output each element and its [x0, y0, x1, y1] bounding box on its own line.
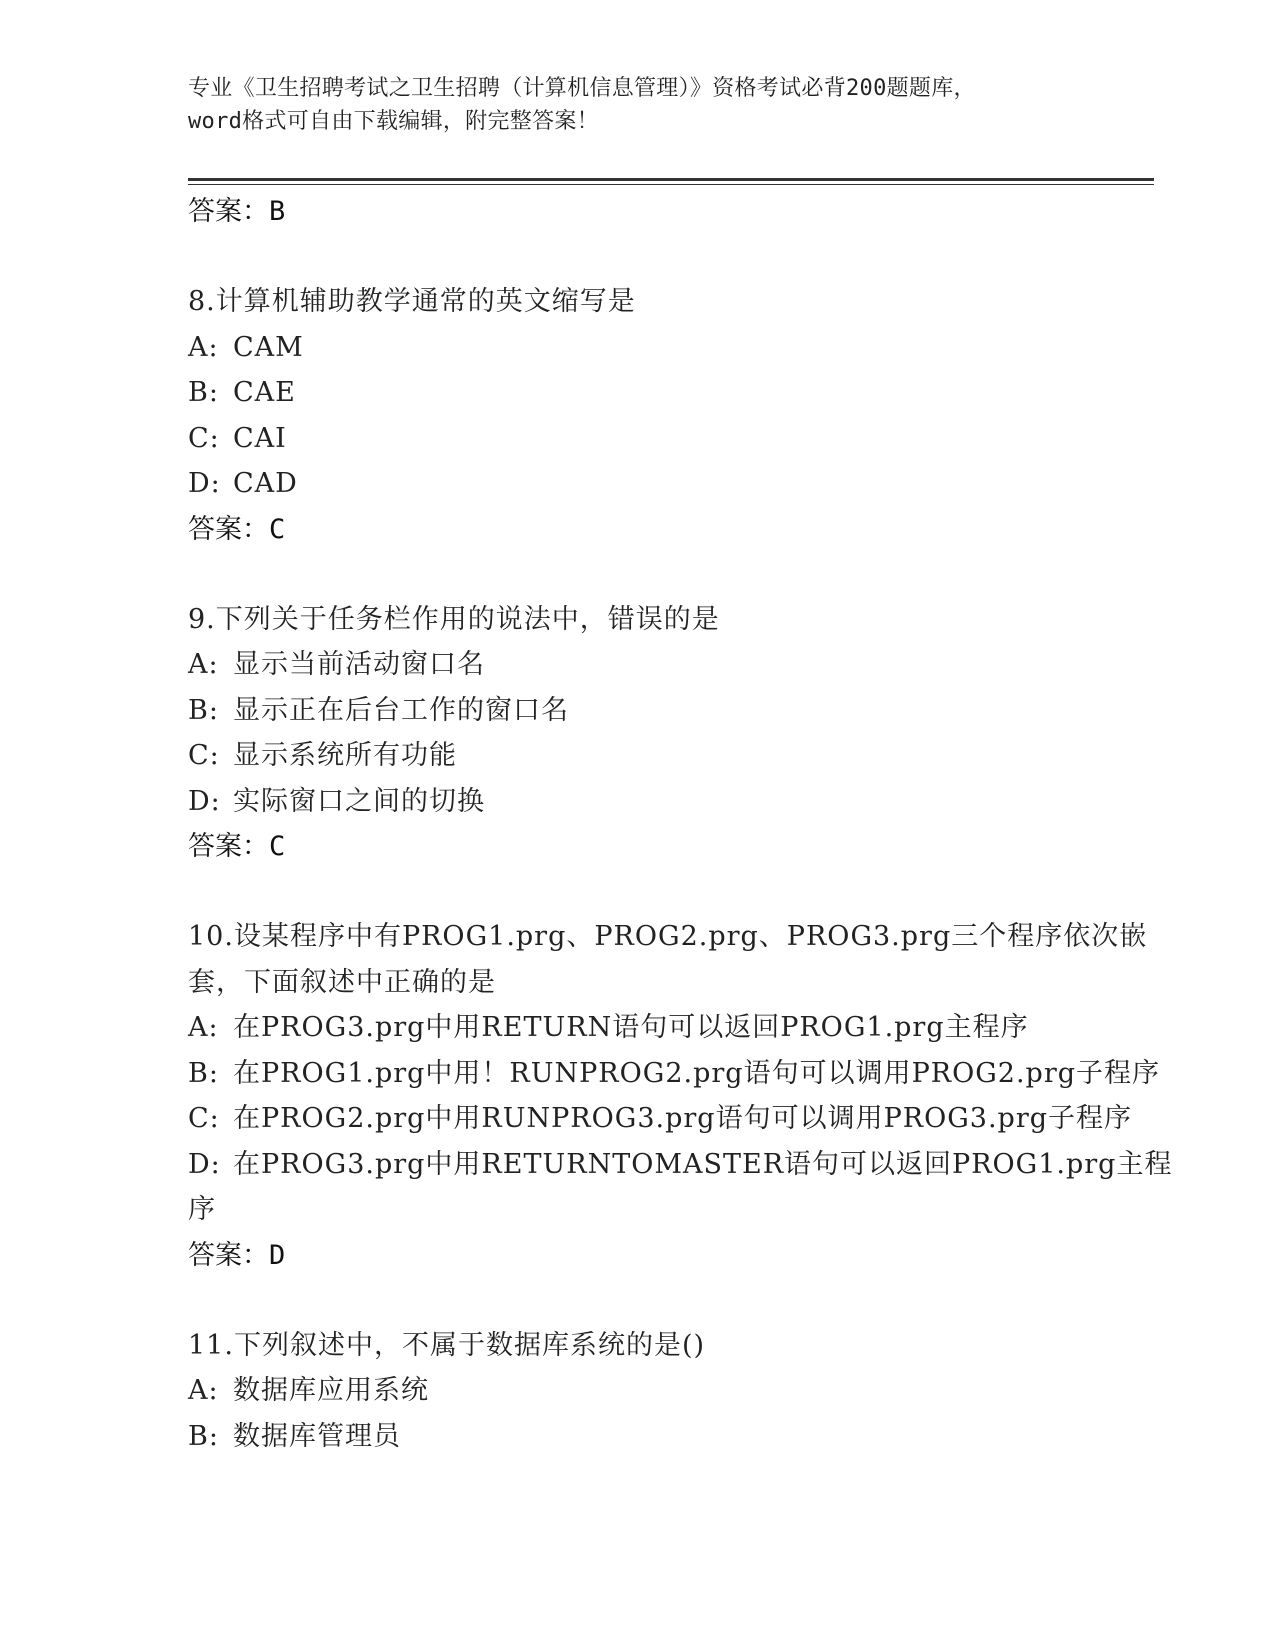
header-divider-thin — [188, 184, 1154, 185]
option-text: 数据库应用系统 — [233, 1375, 429, 1406]
question-10-option-d — [188, 1142, 1173, 1188]
option-letter: D: — [188, 785, 221, 817]
option-text: 显示系统所有功能 — [233, 740, 457, 771]
option-letter: C: — [188, 740, 220, 771]
option-letter: A: — [188, 649, 219, 680]
question-10-stem-line-2: 套，下面叙述中正确的是 — [188, 966, 496, 998]
question-10-option-d-wrap: 序 — [188, 1194, 216, 1225]
header-line-1: 专业《卫生招聘考试之卫生招聘（计算机信息管理）》资格考试必背200题题库， — [188, 76, 976, 101]
spacer — [188, 1278, 1088, 1323]
option-letter: B: — [188, 1057, 219, 1089]
question-9 — [188, 597, 1088, 870]
question-10-stem-line-1: 10.设某程序中有PROG1.prg、PROG2.prg、PROG3.prg三个程序依次嵌 — [188, 921, 1148, 952]
option-letter: A: — [188, 1012, 219, 1043]
option-text: 在PROG1.prg中用！RUNPROG2.prg语句可以调用PROG2.prg子程序 — [233, 1057, 1161, 1089]
question-9-stem: 9.下列关于任务栏作用的说法中，错误的是 — [188, 603, 720, 635]
answer-q10: 答案：D — [188, 1239, 286, 1271]
option-letter: D: — [188, 468, 221, 499]
option-text: CAD — [233, 468, 298, 499]
option-text: 实际窗口之间的切换 — [233, 785, 485, 817]
option-text: 显示正在后台工作的窗口名 — [233, 694, 569, 726]
spacer — [188, 869, 1088, 914]
option-text: 在PROG2.prg中用RUNPROG3.prg语句可以调用PROG3.prg子程序 — [233, 1103, 1133, 1134]
question-8-stem: 8.计算机辅助教学通常的英文缩写是 — [188, 286, 636, 317]
question-10-option-b — [188, 1051, 1161, 1097]
answer-q8: 答案：C — [188, 513, 286, 545]
header-line-2: word格式可自由下载编辑，附完整答案！ — [188, 109, 599, 134]
question-10 — [188, 914, 1173, 1278]
document-header — [188, 72, 1088, 138]
option-letter: B: — [188, 694, 219, 726]
option-text: 在PROG3.prg中用RETURN语句可以返回PROG1.prg主程序 — [233, 1012, 1029, 1043]
header-divider-thick — [188, 178, 1154, 181]
option-letter: B: — [188, 1420, 219, 1452]
question-10-option-a — [188, 1005, 1088, 1051]
question-9-option-a — [188, 642, 1088, 688]
option-text: 在PROG3.prg中用RETURNTOMASTER语句可以返回PROG1.prg主程 — [233, 1148, 1173, 1180]
question-9-option-c — [188, 733, 1088, 779]
question-9-option-b — [188, 688, 1088, 734]
question-list — [188, 189, 1173, 1459]
spacer — [188, 552, 1088, 597]
option-text: CAM — [233, 331, 304, 363]
option-letter: B: — [188, 377, 219, 408]
option-text: CAI — [233, 422, 287, 454]
question-11-option-a — [188, 1368, 1088, 1414]
option-letter: C: — [188, 422, 220, 454]
question-9-option-d — [188, 779, 1088, 825]
question-8-option-d — [188, 461, 1088, 507]
question-8-option-c — [188, 416, 1088, 462]
spacer — [188, 234, 1088, 279]
option-text: 数据库管理员 — [233, 1420, 401, 1452]
option-letter: A: — [188, 1375, 219, 1406]
question-11-stem: 11.下列叙述中，不属于数据库系统的是() — [188, 1329, 706, 1361]
question-8-option-b — [188, 370, 1088, 416]
question-11 — [188, 1323, 1088, 1460]
question-11-option-b — [188, 1414, 1088, 1460]
option-text: CAE — [233, 377, 296, 408]
option-letter: A: — [188, 331, 219, 363]
answer-q7: 答案：B — [188, 196, 286, 227]
answer-q9: 答案：C — [188, 831, 286, 862]
option-letter: C: — [188, 1103, 220, 1134]
question-8-option-a — [188, 325, 1088, 371]
question-10-option-c — [188, 1096, 1133, 1142]
question-8 — [188, 279, 1088, 552]
option-text: 显示当前活动窗口名 — [233, 649, 485, 680]
option-letter: D: — [188, 1148, 221, 1180]
